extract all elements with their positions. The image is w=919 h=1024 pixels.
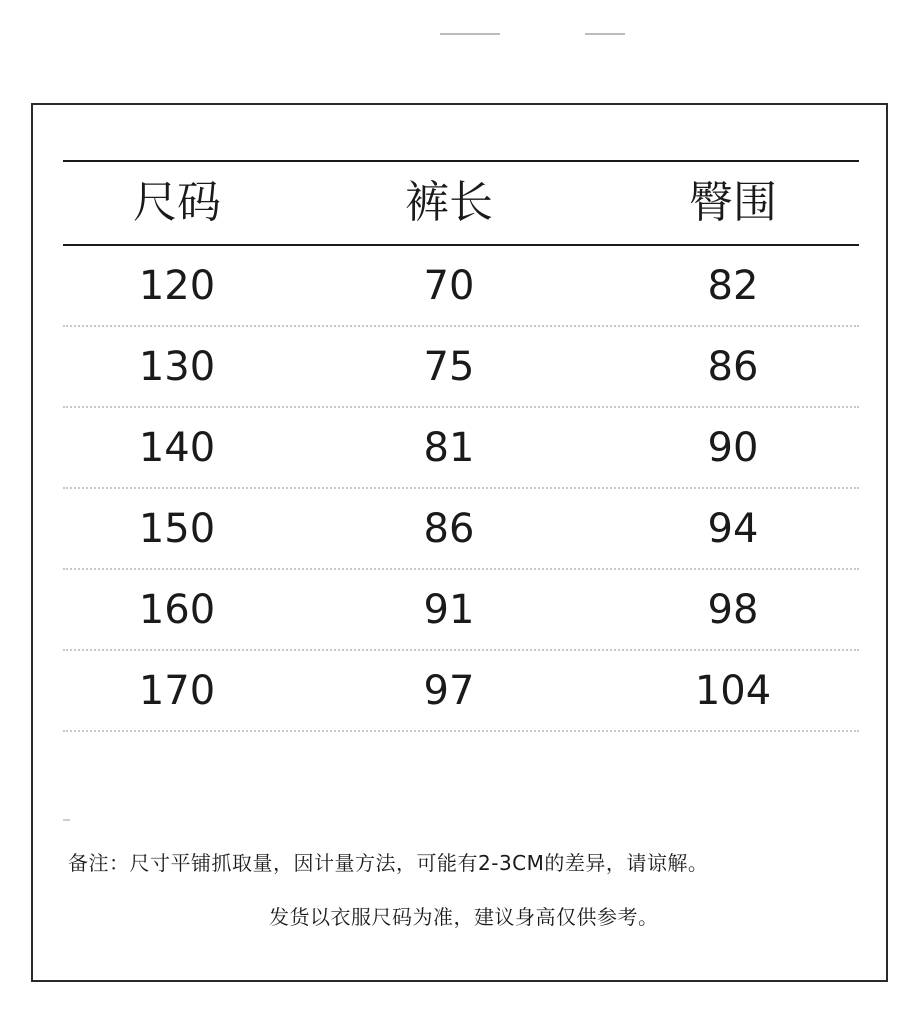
length-cell: 81 bbox=[423, 424, 475, 471]
note-measurement: 备注：尺寸平铺抓取量，因计量方法，可能有2-3CM的差异，请谅解。 bbox=[68, 851, 709, 875]
table-row bbox=[63, 327, 859, 408]
hip-cell: 90 bbox=[707, 424, 759, 471]
table-row bbox=[63, 651, 859, 732]
table-row bbox=[63, 570, 859, 651]
table-row bbox=[63, 408, 859, 489]
hip-cell: 98 bbox=[707, 586, 759, 633]
header-size: 尺码 bbox=[133, 177, 221, 228]
size-cell: 170 bbox=[138, 667, 216, 714]
hip-cell: 86 bbox=[707, 343, 759, 390]
size-cell: 120 bbox=[138, 262, 216, 309]
header-length: 裤长 bbox=[405, 177, 493, 228]
hip-cell: 94 bbox=[707, 505, 759, 552]
length-cell: 91 bbox=[423, 586, 475, 633]
hip-cell: 82 bbox=[707, 262, 759, 309]
size-cell: 130 bbox=[138, 343, 216, 390]
size-cell: 140 bbox=[138, 424, 216, 471]
length-cell: 75 bbox=[423, 343, 475, 390]
length-cell: 70 bbox=[423, 262, 475, 309]
table-row bbox=[63, 489, 859, 570]
size-cell: 150 bbox=[138, 505, 216, 552]
length-cell: 97 bbox=[423, 667, 475, 714]
size-cell: 160 bbox=[138, 586, 216, 633]
length-cell: 86 bbox=[423, 505, 475, 552]
table-row bbox=[63, 246, 859, 327]
header-hip: 臀围 bbox=[689, 177, 777, 228]
decorative-dash bbox=[63, 819, 70, 821]
table-header bbox=[63, 160, 859, 246]
size-table bbox=[63, 160, 859, 732]
size-chart-frame bbox=[31, 103, 888, 982]
note-shipping: 发货以衣服尺码为准，建议身高仅供参考。 bbox=[269, 905, 659, 929]
hip-cell: 104 bbox=[694, 667, 772, 714]
top-edge-artifact bbox=[440, 30, 640, 40]
